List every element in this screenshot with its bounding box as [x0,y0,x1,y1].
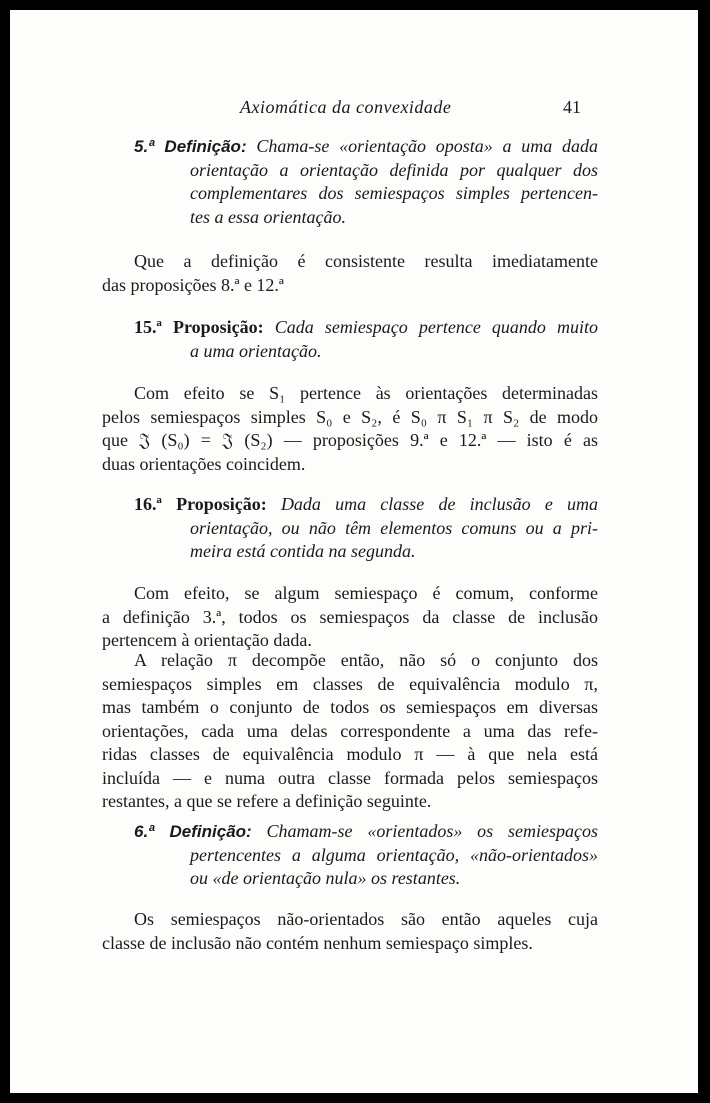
paragraph-line: classe de inclusão não contém nenhum semiespaço simples. [102,932,533,953]
definition-5-line: orientação a orientação definida por qualquer dos [190,159,598,180]
definition-5 [102,135,598,229]
paragraph-line: pelos semiespaços simples S₀ e S₂, é S₀ π S₁ π S₂ de modo [102,406,598,427]
paragraph-line: incluída — e numa outra classe formada pelos semiespaços [102,767,598,788]
paragraph-line: semiespaços simples em classes de equivalência modulo π, [102,673,598,694]
paragraph-line: a definição 3.ª, todos os semiespaços da classe de inclusão [102,606,598,627]
proposition-15-line: Cada semiespaço pertence quando muito [274,317,599,337]
proposition-15-label: 15.ª Proposição: [134,317,264,337]
paragraph-line: A relação π decompõe então, não só o conjunto dos [134,650,598,670]
book-page [10,10,698,1093]
definition-5-line: complementares dos semiespaços simples pertencen- [190,183,598,203]
definition-5-label: 5.ª Definição: [134,137,247,156]
paragraph-proof-16 [102,582,598,653]
definition-5-line: tes a essa orientação. [190,206,346,227]
paragraph-line: Que a definição é consistente resulta imediatamente [134,251,598,271]
paragraph-line: ridas classes de equivalência modulo π — à que nela está [102,744,598,764]
paragraph-line: duas orientações coincidem. [102,453,306,474]
paragraph-line: Com efeito se S₁ pertence às orientações determinadas [134,383,598,403]
definition-6 [102,820,598,891]
definition-6-line: Chamam-se «orientados» os semiespaços [266,821,598,841]
paragraph-relation-pi [102,649,598,814]
paragraph-line: Com efeito, se algum semiespaço é comum, conforme [134,583,598,603]
proposition-15 [102,316,598,363]
proposition-16-line: orientação, ou não têm elementos comuns ou a pri- [190,517,598,538]
proposition-16-label: 16.ª Proposição: [134,494,267,514]
paragraph-line: orientações, cada uma delas correspondente a uma das refe- [102,720,598,741]
paragraph-line: restantes, a que se refere a definição seguinte. [102,791,432,811]
proposition-16-line: Dada uma classe de inclusão e uma [280,494,598,514]
definition-6-label: 6.ª Definição: [134,822,252,841]
proposition-15-line: a uma orientação. [190,340,322,361]
paragraph-non-oriented [102,908,598,955]
definition-6-line: ou «de orientação nula» os restantes. [190,868,461,888]
paragraph-line: que 𝔍 (S₀) = 𝔍 (S₂) — proposições 9.ª e 12.ª — isto é as [102,430,598,450]
definition-6-line: pertencentes a alguma orientação, «não-orientados» [190,844,598,865]
proposition-16 [102,493,598,564]
paragraph-consistency [102,250,598,297]
running-header-title: Axiomática da convexidade [240,97,452,117]
paragraph-line: das proposições 8.ª e 12.ª [102,274,284,295]
definition-5-line: Chama-se «orientação oposta» a uma dada [256,136,598,156]
paragraph-line: Os semiespaços não-orientados são então aqueles cuja [134,909,598,929]
proposition-16-line: meira está contida na segunda. [190,541,416,561]
page-number: 41 [563,97,581,117]
paragraph-line: pertencem à orientação dada. [102,630,312,650]
paragraph-line: mas também o conjunto de todos os semiespaços em diversas [102,697,598,717]
paragraph-proof-15 [102,382,598,476]
